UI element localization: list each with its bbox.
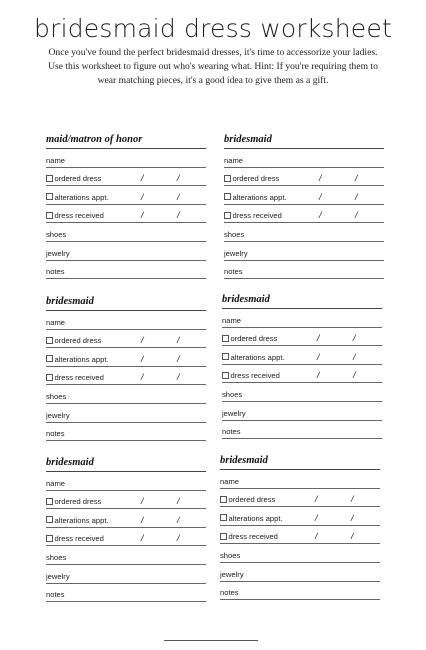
field-row-name[interactable] — [46, 472, 206, 491]
field-row-shoes[interactable] — [46, 546, 206, 565]
field-label-text: notes — [46, 267, 65, 277]
card-title: bridesmaid — [46, 455, 206, 472]
field-row-jewelry[interactable] — [46, 404, 206, 423]
field-label-text: shoes — [46, 552, 67, 562]
date-separator: / — [141, 496, 144, 507]
checkbox-icon[interactable] — [46, 337, 53, 344]
checkbox-icon[interactable] — [224, 193, 231, 200]
field-label-text: ordered dress — [228, 495, 276, 505]
field-label — [222, 353, 285, 362]
field-row-alterations[interactable] — [46, 186, 206, 205]
field-label — [46, 249, 70, 258]
field-row-received[interactable] — [46, 205, 206, 224]
field-row-jewelry[interactable] — [220, 563, 380, 582]
field-label-text: jewelry — [224, 248, 248, 258]
field-label — [46, 479, 65, 488]
field-row-received[interactable] — [46, 367, 206, 386]
field-label — [46, 174, 101, 183]
field-label — [222, 427, 241, 436]
checkbox-icon[interactable] — [220, 533, 227, 540]
field-label — [220, 588, 239, 597]
field-label-text: dress received — [232, 211, 282, 221]
date-separator: / — [319, 191, 322, 202]
field-label-text: shoes — [224, 229, 245, 239]
field-label — [46, 553, 66, 562]
date-separator: / — [177, 533, 180, 544]
field-row-shoes[interactable] — [224, 223, 384, 242]
field-label-text: shoes — [222, 389, 243, 399]
field-label — [46, 429, 65, 438]
checkbox-icon[interactable] — [222, 353, 229, 360]
field-label-text: name — [46, 478, 65, 488]
field-row-shoes[interactable] — [222, 383, 382, 402]
field-row-jewelry[interactable] — [222, 402, 382, 421]
field-label — [46, 590, 65, 599]
field-label — [46, 355, 109, 364]
checkbox-icon[interactable] — [222, 372, 229, 379]
field-label — [46, 534, 104, 543]
field-row-received[interactable] — [224, 205, 384, 224]
field-label — [220, 477, 239, 486]
field-label-text: ordered dress — [232, 174, 280, 184]
date-separator: / — [353, 351, 356, 362]
date-separator: / — [177, 372, 180, 383]
field-row-jewelry[interactable] — [224, 242, 384, 261]
field-row-jewelry[interactable] — [46, 565, 206, 584]
date-separator: / — [177, 191, 180, 202]
card-title: bridesmaid — [46, 294, 206, 311]
date-separator: / — [177, 210, 180, 221]
field-label-text: alterations appt. — [54, 192, 109, 202]
field-label-text: jewelry — [46, 248, 70, 258]
field-label — [220, 570, 244, 579]
field-row-alterations[interactable] — [46, 348, 206, 367]
field-label-text: alterations appt. — [228, 513, 283, 523]
checkbox-icon[interactable] — [222, 335, 229, 342]
field-row-notes[interactable] — [220, 582, 380, 601]
field-label — [46, 411, 70, 420]
date-separator: / — [141, 372, 144, 383]
date-separator: / — [355, 191, 358, 202]
field-label-text: jewelry — [222, 408, 246, 418]
field-row-received[interactable] — [46, 528, 206, 547]
date-separator: / — [355, 210, 358, 221]
worksheet-card — [46, 455, 206, 602]
field-label — [46, 193, 109, 202]
field-label — [222, 371, 280, 380]
field-label-text: name — [224, 155, 243, 165]
field-label — [220, 532, 278, 541]
worksheet-card — [222, 292, 382, 439]
field-row-ordered[interactable] — [220, 489, 380, 508]
date-separator: / — [141, 335, 144, 346]
field-label — [46, 516, 109, 525]
field-label — [220, 551, 240, 560]
field-label-text: notes — [222, 427, 241, 437]
field-label — [224, 230, 244, 239]
field-label — [46, 336, 101, 345]
date-separator: / — [177, 173, 180, 184]
field-row-notes[interactable] — [46, 584, 206, 603]
date-separator: / — [177, 335, 180, 346]
field-label — [224, 193, 287, 202]
date-separator: / — [315, 512, 318, 523]
date-separator: / — [141, 173, 144, 184]
date-separator: / — [317, 370, 320, 381]
field-label-text: name — [46, 155, 65, 165]
date-separator: / — [351, 494, 354, 505]
field-label-text: jewelry — [220, 569, 244, 579]
field-label — [222, 390, 242, 399]
field-row-ordered[interactable] — [46, 491, 206, 510]
checkbox-icon[interactable] — [46, 535, 53, 542]
intro-text: Once you've found the perfect bridesmaid dresses, it's time to accessorize your ladies. Use this worksheet to figure out who's wearing what. Hint: If you're requiring them to wear matching pieces, it's a good idea to give them as a gift. — [48, 47, 378, 86]
field-label-text: alterations appt. — [54, 354, 109, 364]
field-label — [46, 392, 66, 401]
checkbox-icon[interactable] — [46, 374, 53, 381]
date-separator: / — [351, 531, 354, 542]
field-label-text: name — [46, 317, 65, 327]
worksheet-card — [220, 453, 380, 600]
date-separator: / — [141, 514, 144, 525]
field-row-received[interactable] — [222, 365, 382, 384]
field-label — [222, 316, 241, 325]
page-title: bridesmaid dress worksheet — [34, 14, 392, 43]
date-separator: / — [355, 173, 358, 184]
field-label — [222, 334, 277, 343]
field-label — [224, 267, 243, 276]
field-row-notes[interactable] — [46, 423, 206, 442]
field-label-text: jewelry — [46, 410, 70, 420]
card-title: bridesmaid — [222, 292, 382, 309]
field-row-shoes[interactable] — [46, 223, 206, 242]
checkbox-icon[interactable] — [46, 193, 53, 200]
field-label-text: alterations appt. — [232, 192, 287, 202]
date-separator: / — [141, 191, 144, 202]
checkbox-icon[interactable] — [46, 355, 53, 362]
date-separator: / — [351, 512, 354, 523]
card-title: bridesmaid — [224, 132, 384, 149]
date-separator: / — [319, 210, 322, 221]
field-label-text: ordered dress — [230, 334, 278, 344]
field-label — [46, 211, 104, 220]
date-separator: / — [353, 333, 356, 344]
date-separator: / — [315, 531, 318, 542]
field-label-text: alterations appt. — [230, 352, 285, 362]
date-separator: / — [141, 533, 144, 544]
worksheet-card — [46, 294, 206, 441]
field-row-shoes[interactable] — [220, 544, 380, 563]
checkbox-icon[interactable] — [224, 212, 231, 219]
field-label-text: dress received — [54, 373, 104, 383]
field-label-text: ordered dress — [54, 336, 102, 346]
date-separator: / — [177, 514, 180, 525]
card-title: bridesmaid — [220, 453, 380, 470]
date-separator: / — [317, 333, 320, 344]
field-row-received[interactable] — [220, 526, 380, 545]
field-label — [46, 497, 101, 506]
field-row-ordered[interactable] — [46, 330, 206, 349]
field-row-name[interactable] — [46, 311, 206, 330]
date-separator: / — [141, 210, 144, 221]
field-row-name[interactable] — [46, 149, 206, 168]
field-label-text: jewelry — [46, 571, 70, 581]
field-label-text: shoes — [46, 391, 67, 401]
field-label-text: notes — [220, 588, 239, 598]
field-label — [224, 156, 243, 165]
field-row-alterations[interactable] — [224, 186, 384, 205]
field-label-text: name — [220, 476, 239, 486]
field-row-shoes[interactable] — [46, 385, 206, 404]
field-row-name[interactable] — [224, 149, 384, 168]
field-label — [224, 249, 248, 258]
checkbox-icon[interactable] — [220, 496, 227, 503]
field-label-text: dress received — [54, 211, 104, 221]
field-label — [46, 373, 104, 382]
field-label-text: dress received — [228, 532, 278, 542]
field-row-notes[interactable] — [222, 421, 382, 440]
date-separator: / — [353, 370, 356, 381]
field-row-alterations[interactable] — [222, 346, 382, 365]
field-label — [46, 267, 65, 276]
field-row-alterations[interactable] — [220, 507, 380, 526]
date-separator: / — [319, 173, 322, 184]
field-row-alterations[interactable] — [46, 509, 206, 528]
field-row-ordered[interactable] — [222, 328, 382, 347]
field-label-text: alterations appt. — [54, 515, 109, 525]
field-label — [224, 174, 279, 183]
field-row-name[interactable] — [222, 309, 382, 328]
field-label — [222, 409, 246, 418]
field-label-text: notes — [224, 267, 243, 277]
field-label-text: dress received — [230, 371, 280, 381]
field-label — [224, 211, 282, 220]
field-label-text: dress received — [54, 534, 104, 544]
field-label-text: shoes — [46, 229, 67, 239]
field-row-notes[interactable] — [224, 261, 384, 280]
field-label-text: ordered dress — [54, 174, 102, 184]
field-label-text: notes — [46, 429, 65, 439]
date-separator: / — [177, 353, 180, 364]
field-row-notes[interactable] — [46, 261, 206, 280]
field-label — [46, 572, 70, 581]
checkbox-icon[interactable] — [46, 175, 53, 182]
field-label-text: ordered dress — [54, 497, 102, 507]
date-separator: / — [317, 351, 320, 362]
field-label-text: name — [222, 315, 241, 325]
field-row-ordered[interactable] — [46, 168, 206, 187]
field-label-text: notes — [46, 590, 65, 600]
field-label — [46, 318, 65, 327]
date-separator: / — [177, 496, 180, 507]
checkbox-icon[interactable] — [46, 516, 53, 523]
checkbox-icon[interactable] — [220, 514, 227, 521]
worksheet-card — [46, 132, 206, 279]
field-row-jewelry[interactable] — [46, 242, 206, 261]
date-separator: / — [141, 353, 144, 364]
field-row-ordered[interactable] — [224, 168, 384, 187]
field-label — [220, 514, 283, 523]
footer-divider — [164, 640, 258, 641]
checkbox-icon[interactable] — [224, 175, 231, 182]
card-title: maid/matron of honor — [46, 132, 206, 149]
worksheet-card — [224, 132, 384, 279]
field-label — [46, 230, 66, 239]
date-separator: / — [315, 494, 318, 505]
field-label — [46, 156, 65, 165]
checkbox-icon[interactable] — [46, 498, 53, 505]
field-label-text: shoes — [220, 550, 241, 560]
field-row-name[interactable] — [220, 470, 380, 489]
checkbox-icon[interactable] — [46, 212, 53, 219]
field-label — [220, 495, 275, 504]
